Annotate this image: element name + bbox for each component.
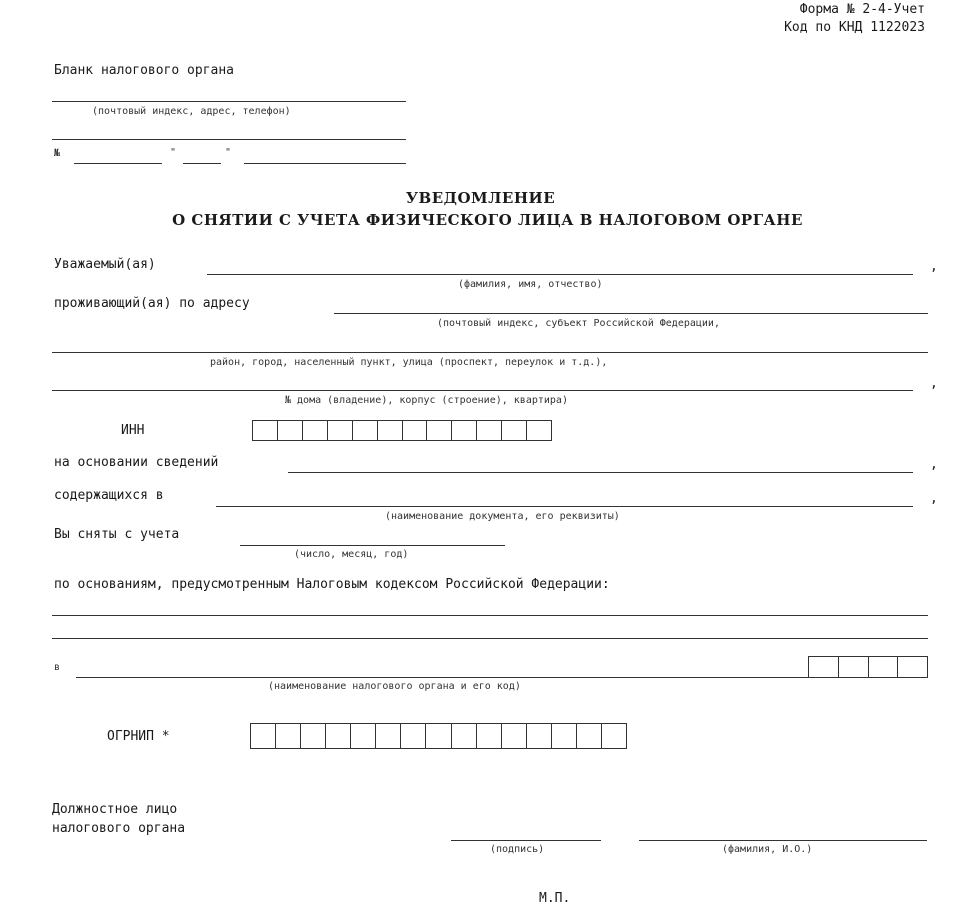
authority-code-cell[interactable] (897, 657, 927, 677)
address-field-3[interactable] (52, 390, 913, 391)
inn-cell[interactable] (327, 421, 352, 440)
authority-field[interactable] (76, 677, 808, 678)
inn-cell[interactable] (377, 421, 402, 440)
comma: , (930, 376, 938, 391)
in-label: в (54, 662, 61, 673)
address-field-2[interactable] (52, 352, 928, 353)
inn-cell[interactable] (426, 421, 451, 440)
ogrnip-cell[interactable] (251, 724, 275, 748)
address-field-1[interactable] (334, 313, 928, 314)
ogrnip-label: ОГРНИП * (107, 729, 170, 744)
inn-label: ИНН (121, 423, 145, 438)
authority-code-cell[interactable] (838, 657, 868, 677)
official-line-1: Должностное лицо (52, 802, 178, 817)
inn-cell[interactable] (402, 421, 427, 440)
inn-cell[interactable] (253, 421, 277, 440)
authority-code-grid[interactable] (808, 656, 928, 678)
comma: , (930, 491, 938, 506)
inn-cell[interactable] (501, 421, 526, 440)
ogrnip-cell[interactable] (576, 724, 601, 748)
address-hint-2: район, город, населенный пункт, улица (проспект, переулок и т.д.), (210, 357, 608, 368)
stamp-place: М.П. (539, 891, 571, 906)
ogrnip-cell[interactable] (400, 724, 425, 748)
official-line-2: налогового органа (52, 821, 186, 836)
document-field[interactable] (216, 506, 913, 507)
inn-cell[interactable] (451, 421, 476, 440)
authority-hint: (наименование налогового органа и его код) (268, 681, 521, 692)
title-line-2: О СНЯТИИ С УЧЕТА ФИЗИЧЕСКОГО ЛИЦА В НАЛОГОВОМ ОРГАНЕ (172, 211, 803, 229)
ogrnip-cell[interactable] (551, 724, 576, 748)
quote-close: " (225, 147, 232, 158)
blank-address-line[interactable] (52, 101, 406, 102)
authority-code-cell[interactable] (809, 657, 838, 677)
date-field[interactable] (244, 163, 406, 164)
ogrnip-cell[interactable] (451, 724, 476, 748)
inn-grid[interactable] (252, 420, 552, 441)
address-hint-3: № дома (владение), корпус (строение), квартира) (285, 395, 568, 406)
signature-field[interactable] (451, 840, 601, 841)
inn-cell[interactable] (476, 421, 501, 440)
basis-field[interactable] (288, 472, 913, 473)
contained-label: содержащихся в (54, 488, 164, 503)
dear-label: Уважаемый(ая) (54, 257, 156, 272)
deregistration-date-field[interactable] (240, 545, 505, 546)
ogrnip-cell[interactable] (601, 724, 626, 748)
ogrnip-cell[interactable] (476, 724, 501, 748)
title-line-1: УВЕДОМЛЕНИЕ (405, 189, 556, 207)
form-number: Форма № 2-4-Учет (799, 2, 925, 17)
ogrnip-cell[interactable] (425, 724, 450, 748)
authority-code-cell[interactable] (868, 657, 898, 677)
ogrnip-cell[interactable] (325, 724, 350, 748)
knd-code: Код по КНД 1122023 (784, 20, 925, 35)
deregistered-label: Вы сняты с учета (54, 527, 180, 542)
fio-field[interactable] (207, 274, 913, 275)
blank-address-hint: (почтовый индекс, адрес, телефон) (92, 106, 291, 117)
blank-label: Бланк налогового органа (54, 63, 235, 78)
number-sign: № (54, 148, 61, 159)
grounds-field-1[interactable] (52, 615, 928, 616)
ogrnip-cell[interactable] (275, 724, 300, 748)
basis-label: на основании сведений (54, 455, 219, 470)
comma: , (930, 457, 938, 472)
day-field[interactable] (183, 163, 221, 164)
inn-cell[interactable] (352, 421, 377, 440)
grounds-field-2[interactable] (52, 638, 928, 639)
document-hint: (наименование документа, его реквизиты) (385, 511, 620, 522)
blank-address-line-2[interactable] (52, 139, 406, 140)
inn-cell[interactable] (277, 421, 302, 440)
date-hint: (число, месяц, год) (294, 549, 409, 560)
number-field[interactable] (74, 163, 162, 164)
signature-hint: (подпись) (490, 844, 545, 855)
inn-cell[interactable] (526, 421, 551, 440)
ogrnip-cell[interactable] (300, 724, 325, 748)
residing-label: проживающий(ая) по адресу (54, 296, 250, 311)
ogrnip-cell[interactable] (350, 724, 375, 748)
official-name-field[interactable] (639, 840, 927, 841)
ogrnip-grid[interactable] (250, 723, 627, 749)
ogrnip-cell[interactable] (526, 724, 551, 748)
fio-hint: (фамилия, имя, отчество) (458, 279, 603, 290)
address-hint-1: (почтовый индекс, субъект Российской Федерации, (437, 318, 720, 329)
ogrnip-cell[interactable] (501, 724, 526, 748)
inn-cell[interactable] (302, 421, 327, 440)
ogrnip-cell[interactable] (375, 724, 400, 748)
official-name-hint: (фамилия, И.О.) (722, 844, 813, 855)
grounds-label: по основаниям, предусмотренным Налоговым кодексом Российской Федерации: (54, 577, 610, 592)
comma: , (930, 259, 938, 274)
quote-open: " (170, 147, 177, 158)
